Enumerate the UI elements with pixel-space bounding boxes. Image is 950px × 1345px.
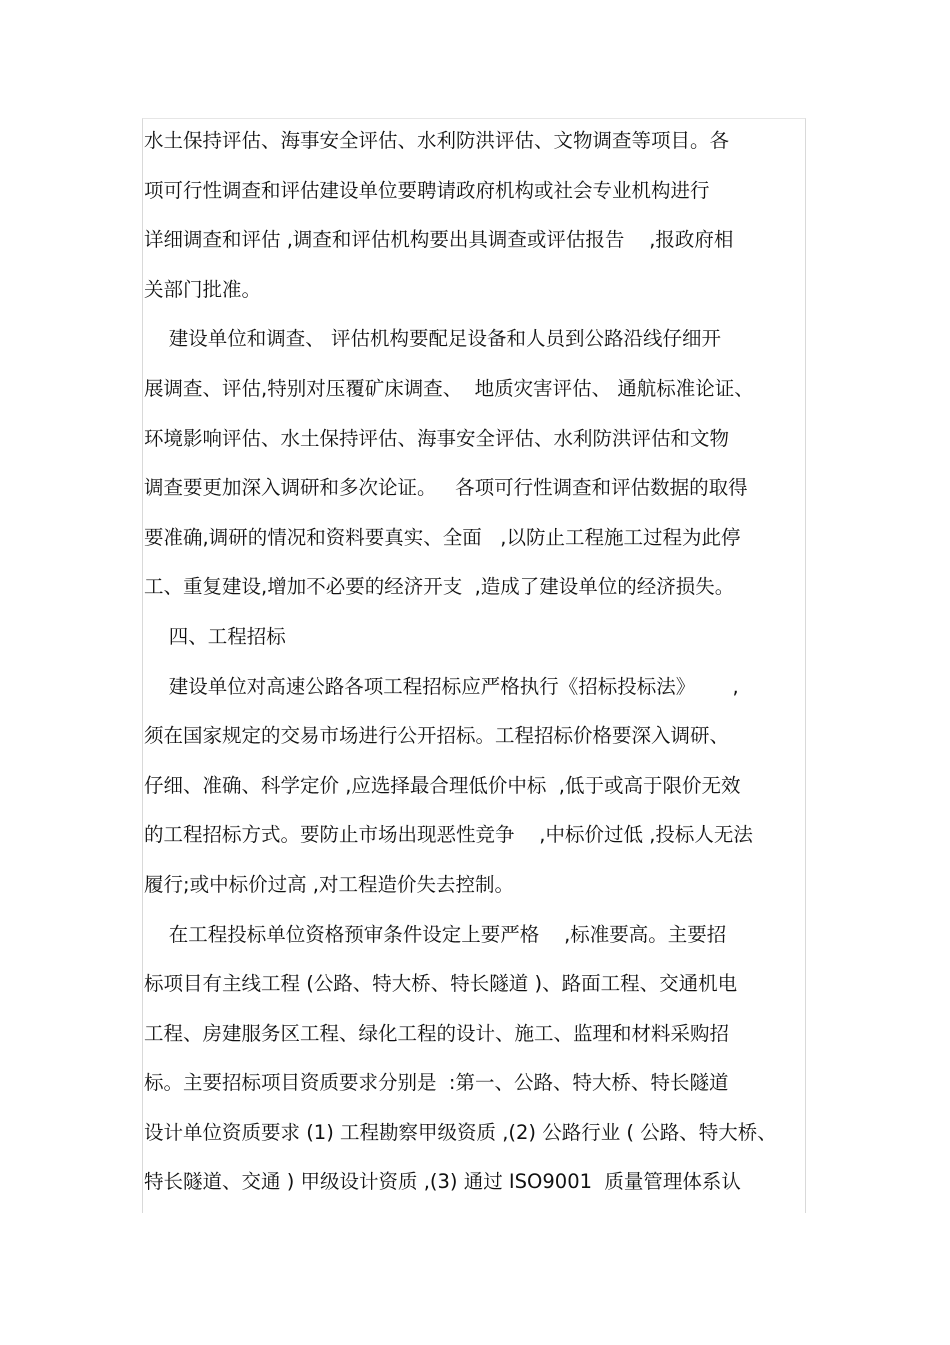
document-body bbox=[144, 118, 814, 1209]
text-line: 调查要更加深入调研和多次论证。 各项可行性调查和评估数据的取得 bbox=[144, 476, 748, 500]
text-line: 特长隧道、交通 ) 甲级设计资质 ,(3) 通过 ISO9001 质量管理体系认 bbox=[144, 1170, 741, 1194]
text-line: 在工程投标单位资格预审条件设定上要严格 ,标准要高。主要招 bbox=[144, 922, 727, 946]
text-line: 工程、房建服务区工程、绿化工程的设计、施工、监理和材料采购招 bbox=[144, 1021, 730, 1045]
text-line: 项可行性调查和评估建设单位要聘请政府机构或社会专业机构进行 bbox=[144, 178, 710, 202]
text-line: 须在国家规定的交易市场进行公开招标。工程招标价格要深入调研、 bbox=[144, 724, 730, 748]
text-line: 关部门批准。 bbox=[144, 277, 262, 301]
text-line: 履行;或中标价过高 ,对工程造价失去控制。 bbox=[144, 872, 514, 896]
text-line: 建设单位对高速公路各项工程招标应严格执行《招标投标法》 , bbox=[144, 674, 739, 698]
text-line: 环境影响评估、水土保持评估、海事安全评估、水利防洪评估和文物 bbox=[144, 426, 730, 450]
text-line: 要准确,调研的情况和资料要真实、全面 ,以防止工程施工过程为此停 bbox=[144, 525, 741, 549]
text-line: 水土保持评估、海事安全评估、水利防洪评估、文物调查等项目。各 bbox=[144, 129, 730, 152]
text-line: 详细调查和评估 ,调查和评估机构要出具调查或评估报告 ,报政府相 bbox=[144, 228, 734, 252]
text-line: 设计单位资质要求 (1) 工程勘察甲级资质 ,(2) 公路行业 ( 公路、特大桥、 bbox=[144, 1120, 777, 1144]
text-line: 标项目有主线工程 (公路、特大桥、特长隧道 )、路面工程、交通机电 bbox=[144, 972, 738, 996]
text-line: 仔细、准确、科学定价 ,应选择最合理低价中标 ,低于或高于限价无效 bbox=[144, 773, 741, 797]
text-line: 建设单位和调查、 评估机构要配足设备和人员到公路沿线仔细开 bbox=[144, 327, 721, 351]
text-line: 工、重复建设,增加不必要的经济开支 ,造成了建设单位的经济损失。 bbox=[144, 575, 735, 599]
text-line: 的工程招标方式。要防止市场出现恶性竞争 ,中标价过低 ,投标人无法 bbox=[144, 823, 753, 847]
section-heading: 四、工程招标 bbox=[144, 624, 286, 648]
text-line: 展调查、评估,特别对压覆矿床调查、 地质灾害评估、 通航标准论证、 bbox=[144, 376, 754, 400]
text-line: 标。主要招标项目资质要求分别是 :第一、公路、特大桥、特长隧道 bbox=[144, 1071, 729, 1095]
